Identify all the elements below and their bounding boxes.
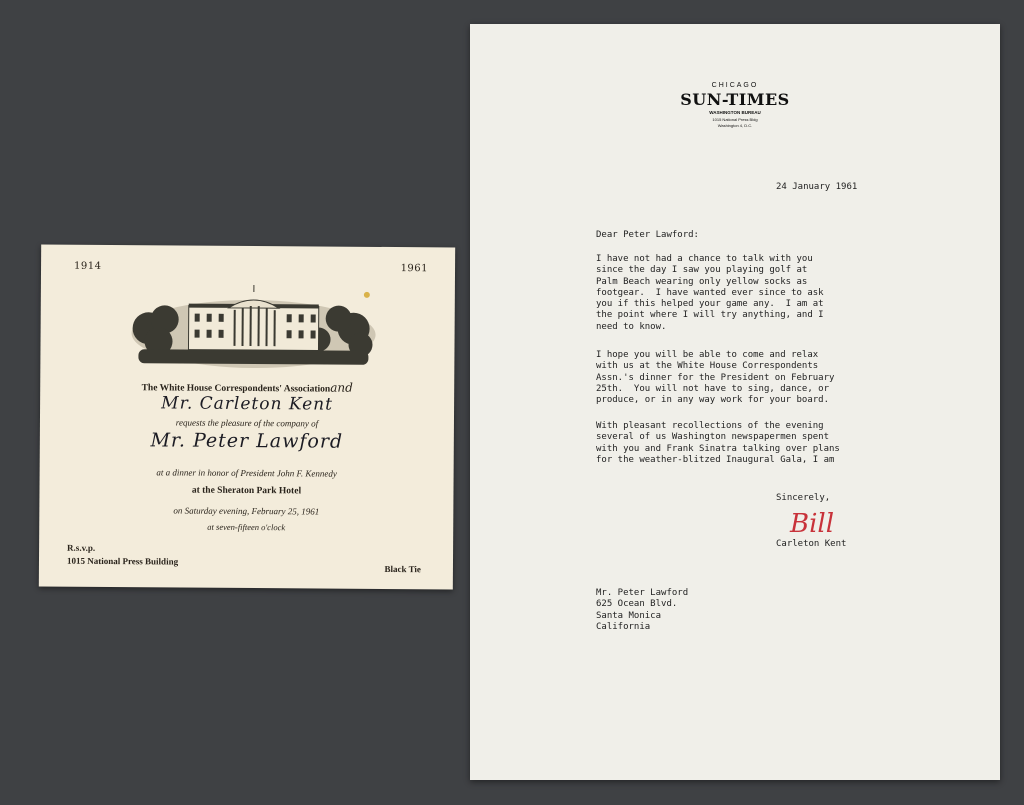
paragraph-1: I have not had a chance to talk with you since the day I saw you playing golf at Palm Beach wearing only yellow socks as footgear. I have wanted ever since to ask you if this helped your game any. I am at the point where I will try anything, and I need to know. (596, 254, 824, 332)
request-line: requests the pleasure of the company of (175, 417, 319, 429)
handwritten-guest-name: Mr. Peter Lawford (150, 429, 344, 453)
salutation: Dear Peter Lawford: (596, 230, 699, 240)
masthead-bureau: WASHINGTON BUREAU (709, 110, 761, 115)
time-line: at seven-fifteen o'clock (207, 521, 286, 533)
masthead-address-1: 1015 National Press Bldg (712, 117, 758, 122)
paragraph-3: With pleasant recollections of the evening several of us Washington newspapermen spent with you and Frank Sinatra talking over plans for the weather-blitzed Inaugural Gala, I am (596, 421, 840, 465)
signature-text: Bill (790, 509, 835, 539)
year-right: 1961 (400, 263, 429, 275)
dress-code: Black Tie (384, 563, 421, 575)
masthead-city: CHICAGO (711, 82, 759, 89)
letter-sheet (470, 24, 1000, 780)
handwritten-and: and (330, 380, 353, 395)
white-house-engraving (128, 283, 379, 371)
closing: Sincerely, (776, 493, 831, 503)
occasion-line: at a dinner in honor of President John F. Kennedy (156, 467, 337, 479)
signer-name: Carleton Kent (776, 539, 847, 549)
invitation-card (39, 245, 455, 590)
letter-date: 24 January 1961 (776, 182, 858, 192)
paragraph-2: I hope you will be able to come and relax with us at the White House Correspondents Assn.'s dinner for the President on February 25th. You will not have to sing, dance, or produce, or in any way work for your board. (596, 350, 835, 406)
handwritten-host-name: Mr. Carleton Kent (161, 393, 334, 415)
association-name: The White House Correspondents' Association (141, 383, 331, 395)
masthead-address-2: Washington 4, D.C. (717, 123, 753, 128)
recipient-address: Mr. Peter Lawford 625 Ocean Blvd. Santa Monica California (596, 588, 689, 632)
rsvp-label: R.s.v.p. (67, 542, 96, 553)
venue-line: at the Sheraton Park Hotel (191, 485, 302, 497)
rsvp-address: 1015 National Press Building (66, 555, 179, 567)
masthead-paper: SUN-TIMES (680, 90, 790, 109)
date-line: on Saturday evening, February 25, 1961 (173, 505, 320, 517)
year-left: 1914 (74, 260, 102, 272)
handwritten-signature (786, 502, 846, 542)
